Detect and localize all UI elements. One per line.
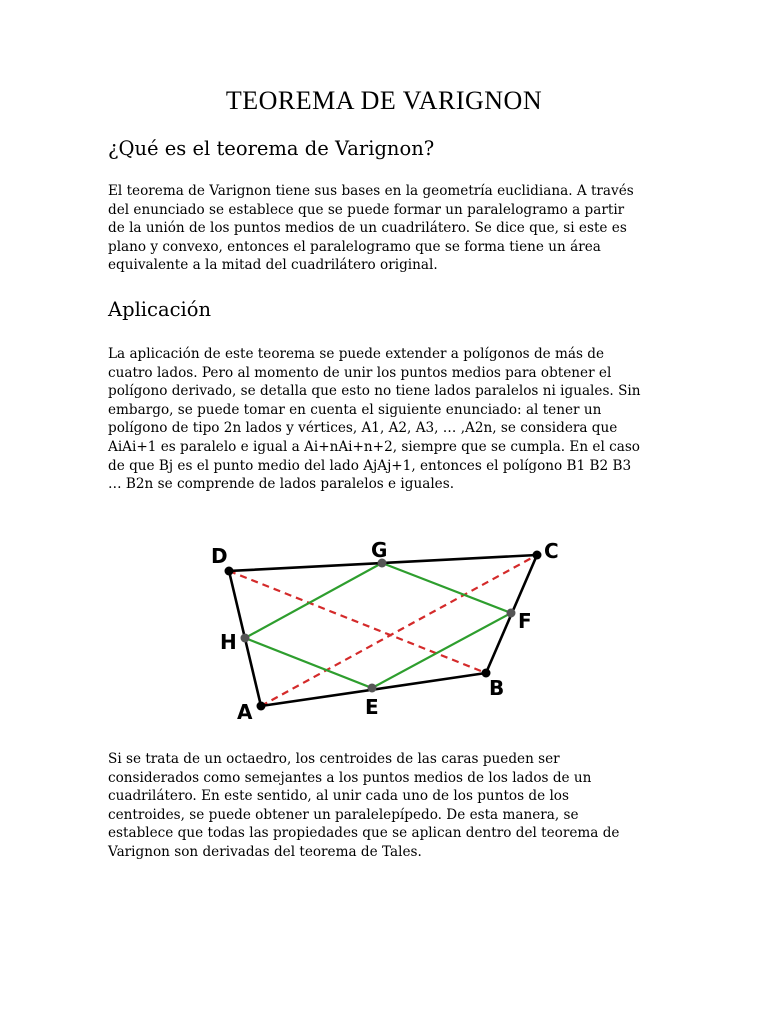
text-line: plano y convexo, entonces el paralelogramo que se forma tiene un área: [108, 238, 601, 255]
application-heading: Aplicación: [108, 298, 212, 321]
label-c: C: [544, 539, 559, 563]
midpoint-e-point: [368, 684, 377, 693]
text-line: polígono de tipo 2n lados y vértices, A1, A2, A3, … ,A2n, se considera que: [108, 420, 618, 437]
text-line: establece que todas las propiedades que se aplican dentro del teorema de: [108, 825, 620, 842]
label-d: D: [211, 544, 228, 568]
label-b: B: [489, 676, 505, 700]
paragraph-definition: [108, 182, 648, 275]
text-line: El teorema de Varignon tiene sus bases en la geometría euclidiana. A través: [108, 183, 634, 199]
text-line: del enunciado se establece que se puede formar un paralelogramo a partir: [108, 201, 625, 218]
text-line: cuadrilátero. En este sentido, al unir cada uno de los puntos de los: [108, 788, 569, 805]
text-line: Si se trata de un octaedro, los centroides de las caras pueden ser: [108, 751, 560, 767]
text-line: de que Bj es el punto medio del lado AjAj+1, entonces el polígono B1 B2 B3: [108, 457, 632, 474]
text-line: considerados como semejantes a los puntos medios de los lados de un: [108, 769, 592, 786]
vertex-a-point: [257, 702, 266, 711]
varignon-diagram: [200, 530, 580, 725]
text-line: equivalente a la mitad del cuadrilátero original.: [108, 257, 438, 274]
document-title: TEOREMA DE VARIGNON: [225, 86, 543, 115]
paragraph-octahedron: [108, 750, 648, 862]
text-line: embargo, se puede tomar en cuenta el siguiente enunciado: al tener un: [108, 401, 602, 418]
label-f: F: [518, 609, 532, 633]
midpoint-f-point: [507, 609, 516, 618]
vertex-c-point: [533, 551, 542, 560]
varignon-parallelogram: [245, 563, 511, 688]
text-line: polígono derivado, se detalla que esto no tiene lados paralelos ni iguales. Sin: [108, 383, 641, 400]
text-line: de la unión de los puntos medios de un cuadrilátero. Se dice que, si este es: [108, 220, 627, 237]
text-line: La aplicación de este teorema se puede extender a polígonos de más de: [108, 346, 605, 362]
label-g: G: [371, 538, 388, 562]
text-line: cuatro lados. Pero al momento de unir los puntos medios para obtener el: [108, 364, 612, 381]
paragraph-application: [108, 345, 648, 494]
question-heading: ¿Qué es el teorema de Varignon?: [108, 137, 435, 160]
text-line: AiAi+1 es paralelo e igual a Ai+nAi+n+2, siempre que se cumpla. En el caso: [108, 438, 640, 455]
label-e: E: [365, 695, 379, 719]
label-h: H: [220, 630, 237, 654]
diagonal-db: [229, 571, 486, 673]
text-line: centroides, se puede obtener un paralelepípedo. De esta manera, se: [108, 806, 579, 823]
label-a: A: [237, 700, 253, 724]
midpoint-h-point: [241, 634, 250, 643]
text-line: … B2n se comprende de lados paralelos e iguales.: [108, 476, 455, 493]
text-line: Varignon son derivadas del teorema de Tales.: [108, 843, 422, 860]
